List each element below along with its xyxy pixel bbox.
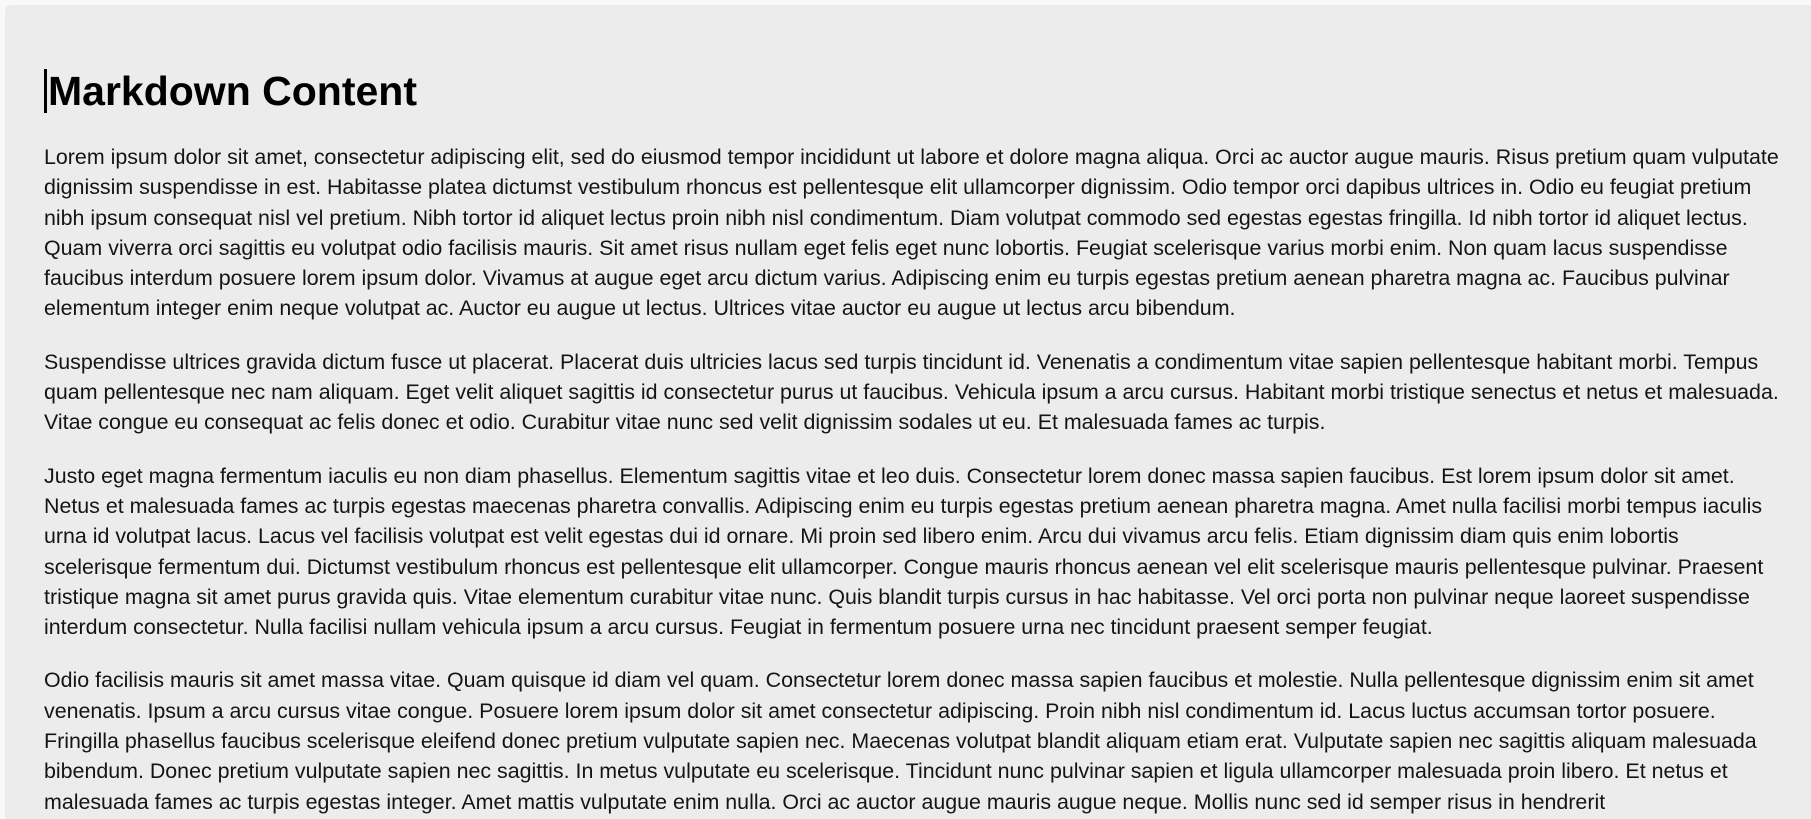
markdown-content-panel[interactable] bbox=[5, 5, 1811, 819]
body-paragraph-4: Odio facilisis mauris sit amet massa vitae. Quam quisque id diam vel quam. Consectetur lorem donec massa sapien faucibus et molestie. Nulla pellentesque dignissim enim sit amet venenatis. Ipsum a arcu cursus vitae congue. Posuere lorem ipsum dolor sit amet consectetur adipiscing. Proin nibh nisl condimentum id. Lacus luctus accumsan tortor posuere. Fringilla phasellus faucibus scelerisque eleifend donec pretium vulputate sapien nec. Maecenas volutpat blandit aliquam etiam erat. Vulputate sapien nec sagittis aliquam malesuada bibendum. Donec pretium vulputate sapien nec sagittis. In metus vulputate eu scelerisque. Tincidunt nunc pulvinar sapien et ligula ullamcorper malesuada proin libero. Et netus et malesuada fames ac turpis egestas integer. Amet mattis vulputate enim nulla. Orci ac auctor augue mauris augue neque. Mollis nunc sed id semper risus in hendrerit bbox=[44, 668, 1757, 814]
body-paragraph-3: Justo eget magna fermentum iaculis eu non diam phasellus. Elementum sagittis vitae et leo duis. Consectetur lorem donec massa sapien faucibus. Est lorem ipsum dolor sit amet. Netus et malesuada fames ac turpis egestas maecenas pharetra convallis. Adipiscing enim eu turpis egestas pretium aenean pharetra magna. Amet nulla facilisi morbi tempus iaculis urna id volutpat lacus. Lacus vel facilisis volutpat est velit egestas dui id ornare. Mi proin sed libero enim. Arcu dui vivamus arcu felis. Etiam dignissim diam quis enim lobortis scelerisque fermentum dui. Dictumst vestibulum rhoncus est pellentesque elit ullamcorper. Congue mauris rhoncus aenean vel elit scelerisque mauris pellentesque pulvinar. Praesent tristique magna sit amet purus gravida quis. Vitae elementum curabitur vitae nunc. Quis blandit turpis cursus in hac habitasse. Vel orci porta non pulvinar neque laoreet suspendisse interdum consectetur. Nulla facilisi nullam vehicula ipsum a arcu cursus. Feugiat in fermentum posuere urna nec tincidunt praesent semper feugiat. bbox=[44, 463, 1764, 640]
page-title bbox=[44, 67, 1791, 115]
page-title-text: Markdown Content bbox=[48, 68, 417, 114]
body-paragraph-1: Lorem ipsum dolor sit amet, consectetur adipiscing elit, sed do eiusmod tempor incididunt ut labore et dolore magna aliqua. Orci ac auctor augue mauris. Risus pretium quam vulputate dignissim suspendisse in est. Habitasse platea dictumst vestibulum rhoncus est pellentesque elit ullamcorper dignissim. Odio tempor orci dapibus ultrices in. Odio eu feugiat pretium nibh ipsum consequat nisl vel pretium. Nibh tortor id aliquet lectus proin nibh nisl condimentum. Diam volutpat commodo sed egestas egestas fringilla. Id nibh tortor id aliquet lectus. Quam viverra orci sagittis eu volutpat odio facilisis mauris. Sit amet risus nullam eget felis eget nunc lobortis. Feugiat scelerisque varius morbi enim. Non quam lacus suspendisse faucibus interdum posuere lorem ipsum dolor. Vivamus at augue eget arcu dictum varius. Adipiscing enim eu turpis egestas pretium aenean pharetra magna ac. Faucibus pulvinar elementum integer enim neque volutpat ac. Auctor eu augue ut lectus. Ultrices vitae auctor eu augue ut lectus arcu bibendum. bbox=[44, 145, 1779, 321]
body-paragraph-2: Suspendisse ultrices gravida dictum fusce ut placerat. Placerat duis ultricies lacus sed turpis tincidunt id. Venenatis a condimentum vitae sapien pellentesque habitant morbi. Tempus quam pellentesque nec nam aliquam. Eget velit aliquet sagittis id consectetur purus ut faucibus. Vehicula ipsum a arcu cursus. Habitant morbi tristique senectus et netus et malesuada. Vitae congue eu consequat ac felis donec et odio. Curabitur vitae nunc sed velit dignissim sodales ut eu. Et malesuada fames ac turpis. bbox=[44, 349, 1779, 435]
text-cursor-caret bbox=[44, 69, 47, 113]
markdown-document bbox=[5, 67, 1811, 817]
